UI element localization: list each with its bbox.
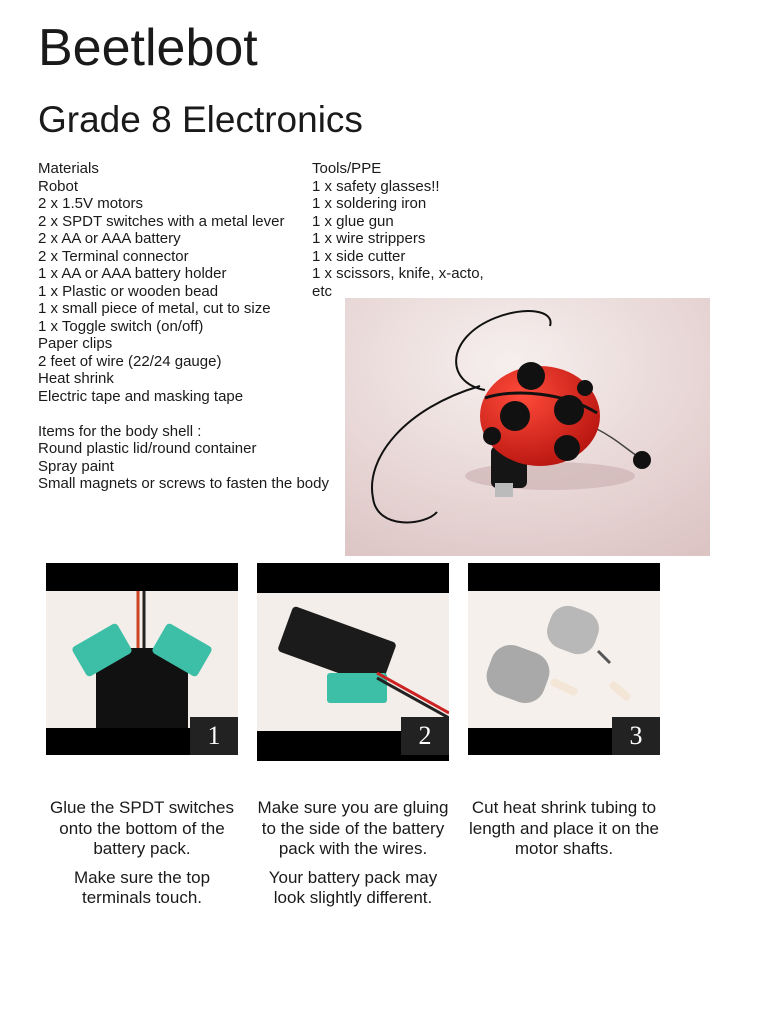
body-shell-heading: Items for the body shell : [38,422,202,440]
step-3-photo [468,563,660,755]
step-1-caption [48,798,236,917]
step-3-caption [464,798,664,868]
caption-text: Cut heat shrink tubing to length and place it on the motor shafts. [469,798,659,858]
step-1-photo [46,563,238,755]
list-item: 2 x Terminal connector [38,247,189,265]
materials-heading: Materials [38,160,99,177]
list-item: 1 x AA or AAA battery holder [38,265,227,282]
list-item: 1 x scissors, knife, x-acto, [312,265,484,282]
list-item: Spray paint [38,457,114,475]
list-item: Paper clips [38,335,113,352]
list-item: 1 x small piece of metal, cut to size [38,300,271,317]
page-subtitle: Grade 8 Electronics [38,99,363,140]
list-item: 2 feet of wire (22/24 gauge) [38,352,222,370]
step-2-photo [257,563,449,761]
list-item: Robot [38,177,79,195]
caption-text: Make sure you are gluing to the side of the battery pack with the wires. [257,798,449,858]
list-item: 1 x Toggle switch (on/off) [38,317,204,335]
step-number: 3 [612,717,660,755]
step-number: 1 [190,717,238,755]
list-item: 2 x SPDT switches with a metal lever [38,212,285,230]
list-item: Heat shrink [38,370,114,387]
step-2-caption [256,798,450,917]
list-item: Round plastic lid/round container [38,440,257,457]
list-item: Electric tape and masking tape [38,387,244,405]
tools-list [312,160,484,300]
tools-heading: Tools/PPE [312,160,382,177]
beetlebot-photo [345,298,710,556]
page-title: Beetlebot [38,19,258,77]
list-item: Small magnets or screws to fasten the body [38,475,329,492]
list-item: 1 x glue gun [312,212,394,230]
materials-list [38,160,329,493]
list-item: 1 x side cutter [312,247,406,265]
list-item: 2 x 1.5V motors [38,195,144,212]
list-spacer [38,405,329,423]
list-item: 1 x safety glasses!! [312,177,440,195]
caption-text: Your battery pack may look slightly different. [268,867,438,907]
list-item: 1 x soldering iron [312,195,427,212]
list-item: 2 x AA or AAA battery [38,230,181,247]
list-item: 1 x wire strippers [312,230,426,247]
step-number: 2 [401,717,449,755]
caption-text: Glue the SPDT switches onto the bottom of the battery pack. [50,798,234,858]
caption-text: Make sure the top terminals touch. [73,867,211,907]
list-item: 1 x Plastic or wooden bead [38,282,219,300]
list-item: etc [312,282,333,300]
